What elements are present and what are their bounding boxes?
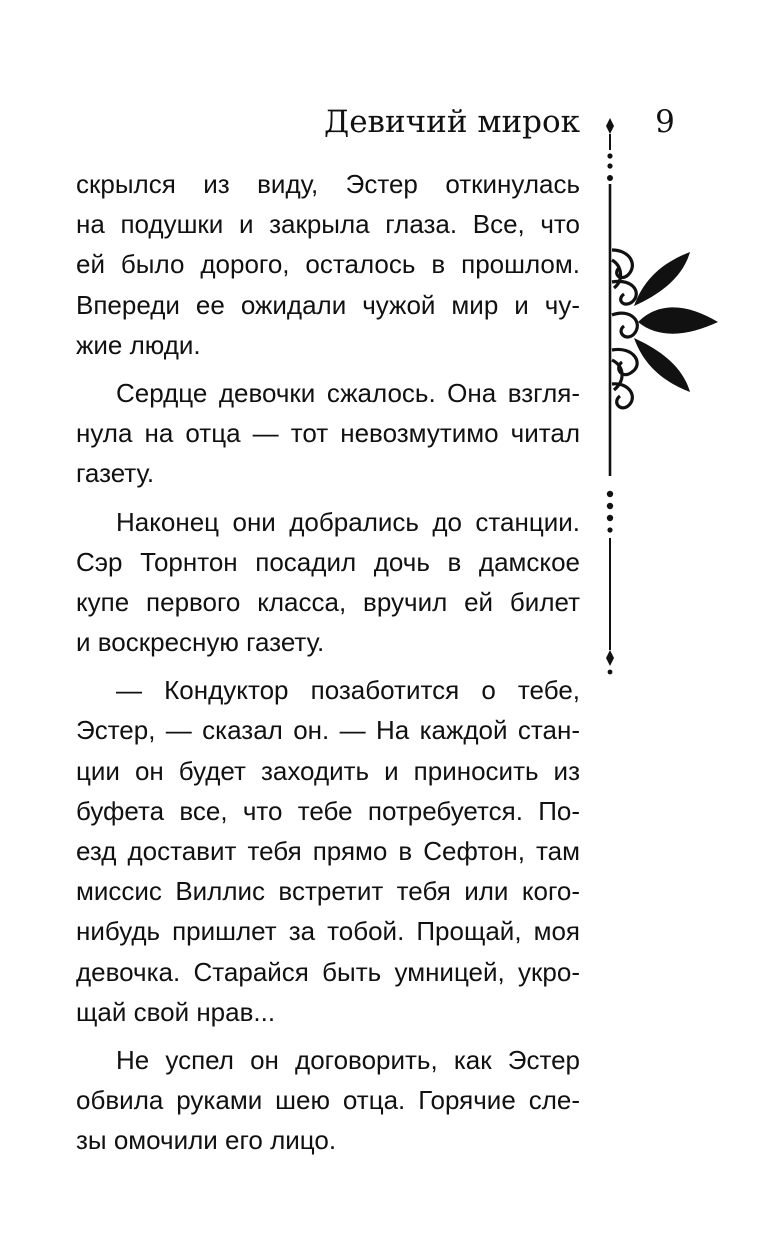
page-number: 9 — [655, 104, 675, 140]
running-head: Девичий мирок — [324, 104, 580, 140]
text-line: и воскресную газету. — [76, 627, 325, 658]
text-line: ции он будет заходить и приносить из — [76, 755, 580, 786]
text-line: газету. — [76, 458, 155, 489]
text-line: обвила руками шею отца. Горячие сле- — [76, 1085, 580, 1116]
text-line: Не успел он договорить, как Эстер — [116, 1044, 580, 1075]
text-line: нибудь пришлет за тобой. Прощай, моя — [76, 916, 580, 947]
body-text — [76, 164, 580, 1161]
text-line: Сердце девочки сжалось. Она взгля- — [116, 377, 580, 408]
text-line: Сэр Торнтон посадил дочь в дамское — [76, 546, 580, 577]
text-line: щай свой нрав... — [76, 996, 276, 1027]
text-line: скрылся из виду, Эстер откинулась — [76, 169, 580, 199]
text-line: ей было дорого, осталось в прошлом. — [76, 249, 580, 280]
text-line: езд доставит тебя прямо в Сефтон, там — [76, 836, 580, 866]
text-line: зы омочили его лицо. — [76, 1125, 337, 1156]
text-line: жие люди. — [76, 329, 201, 360]
paragraph-5 — [76, 1040, 580, 1161]
paragraph-3 — [76, 502, 580, 663]
text-line: Впереди ее ожидали чужой мир и чу- — [76, 289, 580, 320]
text-line: нула на отца — тот невозмутимо читал — [76, 418, 580, 449]
text-line: — Кондуктор позаботится о тебе, — [116, 675, 580, 706]
text-line: Наконец они добрались до станции. — [116, 506, 580, 537]
decorative-flourish-icon — [590, 110, 730, 690]
text-line: буфета все, что тебе потребуется. По- — [76, 795, 580, 826]
text-line: девочка. Старайся быть умницей, укро- — [76, 956, 580, 987]
paragraph-2 — [76, 373, 580, 494]
text-line: купе первого класса, вручил ей билет — [76, 586, 580, 617]
text-line: на подушки и закрыла глаза. Все, что — [76, 209, 580, 240]
paragraph-4 — [76, 670, 580, 1032]
text-line: миссис Виллис встретит тебя или кого- — [76, 876, 580, 907]
text-line: Эстер, — сказал он. — На каждой стан- — [76, 715, 580, 746]
paragraph-1 — [76, 164, 580, 365]
